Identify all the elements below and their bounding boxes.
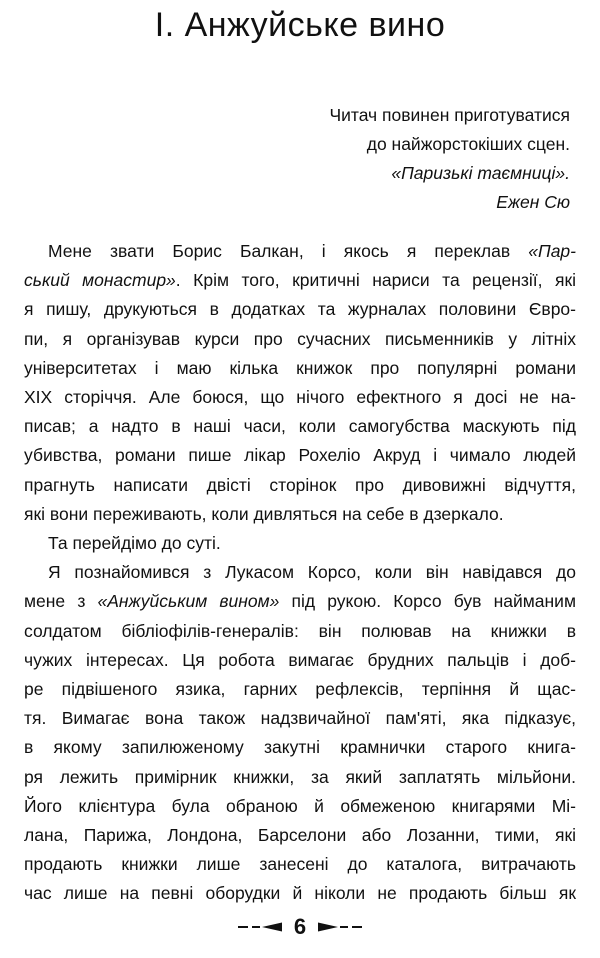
epigraph [170, 101, 570, 217]
text-line: убивства, романи пише лікар Рохеліо Акруд і чимало людей [24, 445, 576, 466]
text-line: прагнуть написати двісті сторінок про дивовижні відчуття, [24, 474, 576, 495]
text-line: ський монастир». Крім того, критичні нариси та рецензії, які [24, 270, 576, 291]
epigraph-line: до найжорстокіших сцен. [366, 134, 570, 154]
epigraph-source: «Паризькі таємниці». [391, 163, 570, 183]
ornament-right-icon [316, 921, 362, 933]
text-line: чужих інтересах. Ця робота вимагає брудних пальців і доб- [24, 649, 576, 670]
text-line: XIX сторіччя. Але боюся, що нічого ефектного я досі не на- [24, 387, 576, 408]
text-line: писав; а надто в наші часи, коли самогубства маскують під [24, 416, 576, 437]
page-footer [0, 914, 600, 940]
text-line: в якому запилюженому закутні крамнички старого книга- [24, 737, 576, 758]
text-line: університетах і маю кілька книжок про популярні романи [24, 357, 576, 378]
text-line: ря лежить примірник книжки, за який заплатять мільйони. [24, 766, 576, 787]
text-line: ре підвішеного язика, гарних рефлексів, терпіння й щас- [24, 679, 576, 700]
text-line: Я познайомився з Лукасом Корсо, коли він навідався до [48, 562, 576, 583]
ornament-left-icon [238, 921, 284, 933]
text-line: солдатом бібліофілів-генералів: він полював на книжки в [24, 620, 576, 641]
page-number: 6 [293, 914, 307, 939]
text-line: пи, я організував курси про сучасних письменників у літніх [24, 328, 576, 349]
text-line: я пишу, друкуються в додатках та журналах половини Євро- [24, 299, 576, 320]
text-line: мене з «Анжуйським вином» під рукою. Корсо був найманим [24, 591, 576, 612]
body-text [24, 237, 576, 909]
epigraph-line: Читач повинен приготуватися [329, 105, 570, 125]
text-line: лана, Парижа, Лондона, Барселони або Лозанни, тими, які [24, 825, 576, 846]
text-line: Мене звати Борис Балкан, і якось я переклав «Пар- [48, 241, 576, 261]
text-line: які вони переживають, коли дивляться на себе в дзеркало. [24, 503, 504, 524]
text-line: Його клієнтура була обраною й обмеженою книгарями Мі- [24, 795, 576, 816]
text-line: тя. Вимагає вона також надзвичайної пам'яті, яка підказує, [24, 708, 576, 729]
text-line: Та перейдімо до суті. [48, 533, 221, 554]
text-line: час лише на певні оборудки й ніколи не продають більш як [24, 883, 576, 904]
epigraph-author: Ежен Сю [496, 192, 570, 212]
text-line: продають книжки лише занесені до каталога, витрачають [24, 854, 576, 875]
chapter-title: I. Анжуйське вино [154, 6, 446, 44]
